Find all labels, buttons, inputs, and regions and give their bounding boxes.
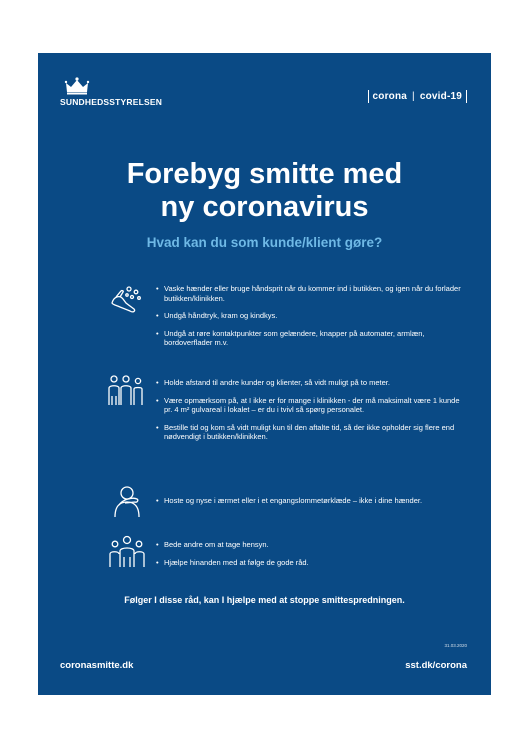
- list-item: • Hoste og nyse i ærmet eller i et engangslommetørklæde – ikke i dine hænder.: [156, 496, 467, 506]
- section-care: [156, 540, 467, 575]
- list-item: • Undgå håndtryk, kram og kindkys.: [156, 311, 467, 321]
- cough-sleeve-icon: [111, 485, 147, 524]
- handwash-icon: [108, 283, 146, 320]
- poster-subtitle: Hvad kan du som kunde/klient gøre?: [146, 235, 383, 250]
- closing-statement: Følger I disse råd, kan I hjælpe med at stoppe smittespredningen.: [124, 595, 405, 605]
- crown-icon: [64, 77, 90, 95]
- list-item: • Bestille tid og kom så vidt muligt kun til den aftalte tid, så der ikke opholder sig flere end nødvendigt i butikken/klinikken.: [156, 423, 467, 442]
- footer-link-coronasmitte[interactable]: coronasmitte.dk: [60, 660, 134, 671]
- list-item: • Hjælpe hinanden med at følge de gode råd.: [156, 558, 467, 568]
- sst-logo: [60, 77, 162, 107]
- list-item: • Vaske hænder eller bruge håndsprit når du kommer ind i butikken, og igen når du forlader butikken/klinikken.: [156, 284, 467, 303]
- list-item: • Holde afstand til andre kunder og klienter, så vidt muligt på to meter.: [156, 378, 467, 388]
- title-line-2: ny coronavirus: [160, 191, 369, 223]
- section-hygiene: [156, 284, 467, 356]
- footer-link-sst[interactable]: sst.dk/corona: [405, 660, 467, 671]
- tag-separator: |: [412, 91, 415, 102]
- section-cough: [156, 496, 467, 514]
- group-care-icon: [106, 535, 148, 574]
- tag-corona: corona: [372, 91, 408, 102]
- list-item: • Være opmærksom på, at I ikke er for mange i klinikken - der må maksimalt være 1 kunde pr. 4 m² gulvareal i lokalet – er du i tvivl så spørg personalet.: [156, 396, 467, 415]
- list-item: • Undgå at røre kontaktpunkter som gelændere, knapper på automater, armlæn, bordoverflader m.v.: [156, 329, 467, 348]
- title-line-1: Forebyg smitte med: [126, 158, 403, 190]
- org-name: SUNDHEDSSTYRELSEN: [60, 97, 163, 107]
- distance-people-icon: [106, 374, 146, 413]
- list-item: • Bede andre om at tage hensyn.: [156, 540, 467, 550]
- section-distance: [156, 378, 467, 450]
- poster-title: [38, 158, 491, 224]
- tag-covid: covid-19: [419, 91, 462, 102]
- corona-covid-tag: [368, 90, 468, 103]
- date-stamp: 31.03.2020: [444, 643, 467, 648]
- poster: [38, 53, 491, 695]
